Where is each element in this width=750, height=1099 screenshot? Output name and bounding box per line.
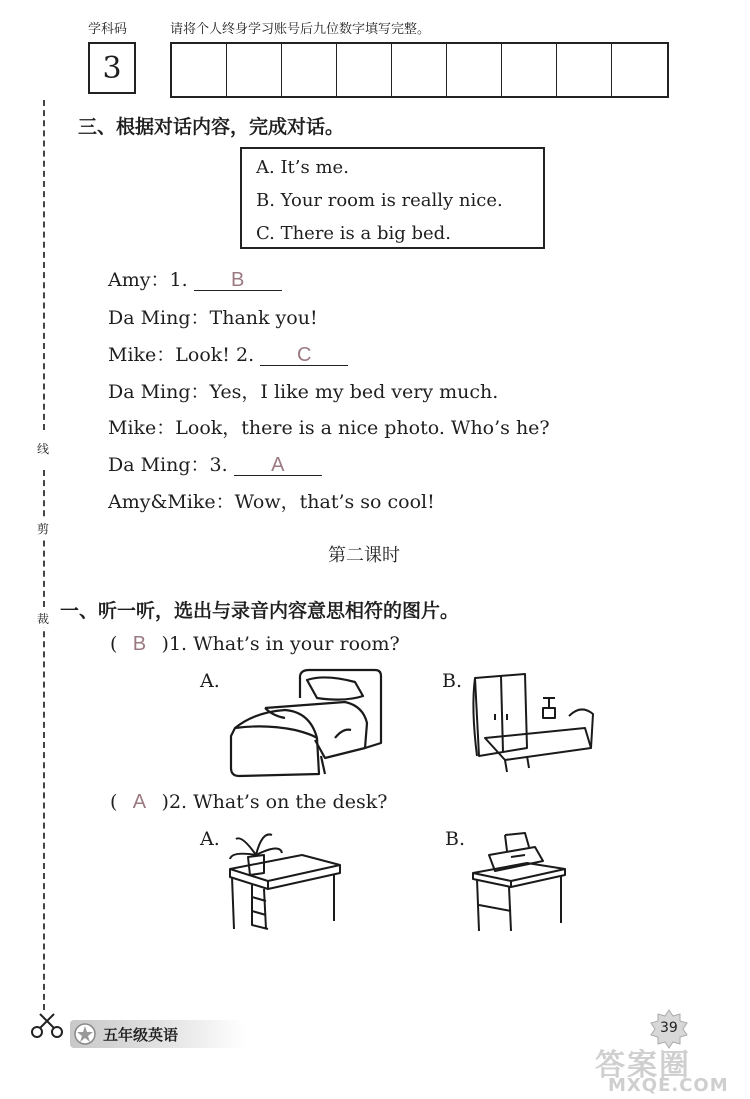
desk-with-plant-picture-icon[interactable] <box>222 825 352 935</box>
subject-code-value: 3 <box>88 42 136 94</box>
margin-char-jian: 剪 <box>37 522 50 536</box>
q2-option-b-label: B. <box>445 828 466 850</box>
footer-book-title: 五年级英语 <box>103 1026 179 1044</box>
digit-box[interactable] <box>227 44 282 96</box>
digit-box[interactable] <box>502 44 557 96</box>
dialogue-line-3: Mike：Look! 2. C <box>108 340 348 367</box>
answer-blank-2[interactable]: C <box>260 345 348 366</box>
cut-line <box>43 470 45 1010</box>
option-c: C. There is a big bed. <box>256 223 451 244</box>
q2-option-a-label: A. <box>200 828 220 850</box>
dialogue-line-1: Amy：1. B <box>108 265 282 292</box>
option-b: B. Your room is really nice. <box>256 190 503 211</box>
digit-box[interactable] <box>172 44 227 96</box>
question-1: ( B )1. What’s in your room? <box>110 633 400 655</box>
q1-option-b-label: B. <box>442 670 463 692</box>
dialogue-line-6: Da Ming：3. A <box>108 450 322 477</box>
answer-blank-3[interactable]: A <box>234 455 322 476</box>
dialogue-line-2: Da Ming：Thank you! <box>108 307 318 329</box>
subject-code-label: 学科码 <box>88 22 128 37</box>
margin-char-cai: 裁 <box>37 612 50 626</box>
watermark-text: 答案圈 <box>595 1048 691 1083</box>
account-digit-boxes <box>170 42 669 98</box>
options-box <box>240 147 545 249</box>
subject-code-box <box>88 42 136 94</box>
lesson-title: 第二课时 <box>328 545 400 566</box>
digit-box[interactable] <box>282 44 337 96</box>
margin-char-xian: 线 <box>37 442 50 456</box>
bed-picture-icon[interactable] <box>225 668 390 780</box>
q2-answer[interactable]: A <box>132 791 147 813</box>
digit-box[interactable] <box>557 44 612 96</box>
q1-option-a-label: A. <box>200 670 220 692</box>
dialogue-line-4: Da Ming：Yes，I like my bed very much. <box>108 381 499 403</box>
section-1-title: 一、听一听，选出与录音内容意思相符的图片。 <box>60 600 460 622</box>
cut-line <box>43 100 45 430</box>
wardrobe-bed-picture-icon[interactable] <box>465 668 600 778</box>
answer-blank-1[interactable]: B <box>194 270 282 291</box>
option-a: A. It’s me. <box>256 157 349 178</box>
digit-box[interactable] <box>337 44 392 96</box>
account-instruction: 请将个人终身学习账号后九位数字填写完整。 <box>170 22 431 37</box>
watermark-url: MXQE.COM <box>608 1075 729 1096</box>
scissors-icon <box>30 1012 64 1040</box>
question-2: ( A )2. What’s on the desk? <box>110 791 388 813</box>
star-badge-icon <box>73 1022 97 1046</box>
dialogue-line-7: Amy&Mike：Wow，that’s so cool! <box>108 491 435 513</box>
digit-box[interactable] <box>612 44 667 96</box>
dialogue-line-5: Mike：Look，there is a nice photo. Who’s he? <box>108 417 550 439</box>
digit-box[interactable] <box>392 44 447 96</box>
q1-answer[interactable]: B <box>132 633 147 655</box>
section-3-title: 三、根据对话内容，完成对话。 <box>78 116 345 138</box>
desk-with-bag-picture-icon[interactable] <box>465 825 575 937</box>
digit-box[interactable] <box>447 44 502 96</box>
page-number: 39 <box>660 1020 678 1036</box>
